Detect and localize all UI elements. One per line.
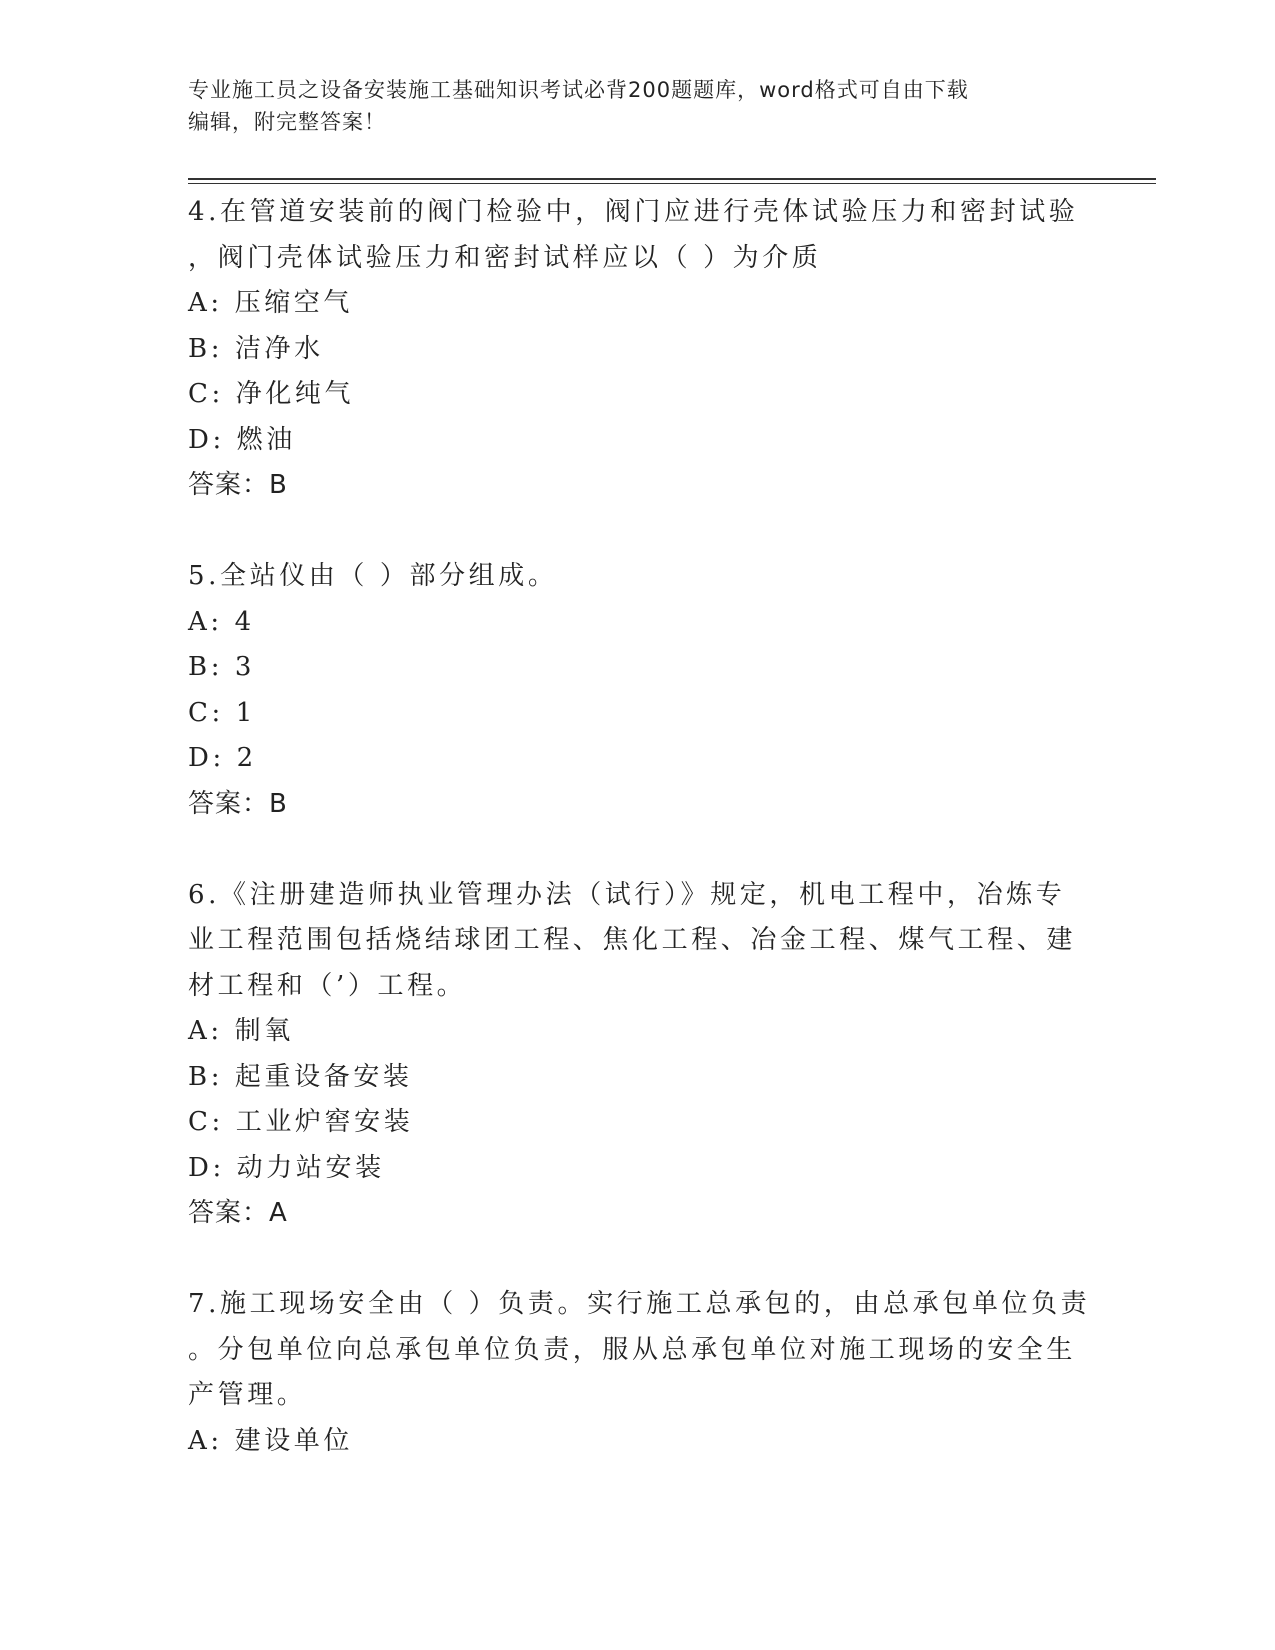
question-spacer [188,509,1088,555]
question-7 [188,1282,1091,1464]
question-text-line: 材工程和（’）工程。 [188,970,467,1001]
option-d: D: 动力站安装 [188,1152,385,1183]
option-c: C: 净化纯气 [188,379,355,409]
answer-line: 答案：B [188,788,288,819]
question-6 [188,873,1088,1237]
question-text-line: 业工程范围包括烧结球团工程、焦化工程、冶金工程、煤气工程、建 [188,925,1077,955]
header-divider-thin [188,183,1156,184]
option-c: C: 工业炉窖安装 [188,1107,414,1137]
question-text-line: 产管理。 [188,1380,307,1410]
answer-line: 答案：B [188,470,288,500]
document-header [188,74,1088,138]
option-a: A: 压缩空气 [188,288,354,318]
question-spacer [188,827,1088,873]
header-line-1: 专业施工员之设备安装施工基础知识考试必背200题题库，word格式可自由下载 [188,78,969,102]
option-a: A: 建设单位 [188,1425,354,1456]
question-spacer [188,1237,1088,1283]
option-b: B: 起重设备安装 [188,1061,413,1092]
header-divider-thick [188,178,1156,180]
answer-line: 答案：A [188,1198,288,1228]
option-a: A: 4 [188,606,255,637]
question-5 [188,554,1088,827]
option-b: B: 3 [188,652,256,682]
question-text-line: 7.施工现场安全由（ ）负责。实行施工总承包的，由总承包单位负责 [188,1289,1091,1319]
option-b: B: 洁净水 [188,333,324,364]
option-a: A: 制氧 [188,1016,294,1046]
option-c: C: 1 [188,697,256,728]
question-list [188,190,1091,1464]
question-text-line: 4.在管道安装前的阀门检验中，阀门应进行壳体试验压力和密封试验 [188,197,1079,227]
option-d: D: 2 [188,743,257,773]
question-text-line: 。分包单位向总承包单位负责，服从总承包单位对施工现场的安全生 [188,1334,1077,1365]
question-4 [188,190,1088,509]
question-text-line: 6.《注册建造师执业管理办法（试行）》规定，机电工程中，冶炼专 [188,879,1066,910]
question-text-line: ，阀门壳体试验压力和密封试样应以（ ）为介质 [188,242,822,273]
option-d: D: 燃油 [188,424,296,455]
question-text-line: 5.全站仪由（ ）部分组成。 [188,561,558,591]
header-line-2: 编辑，附完整答案！ [188,110,386,134]
